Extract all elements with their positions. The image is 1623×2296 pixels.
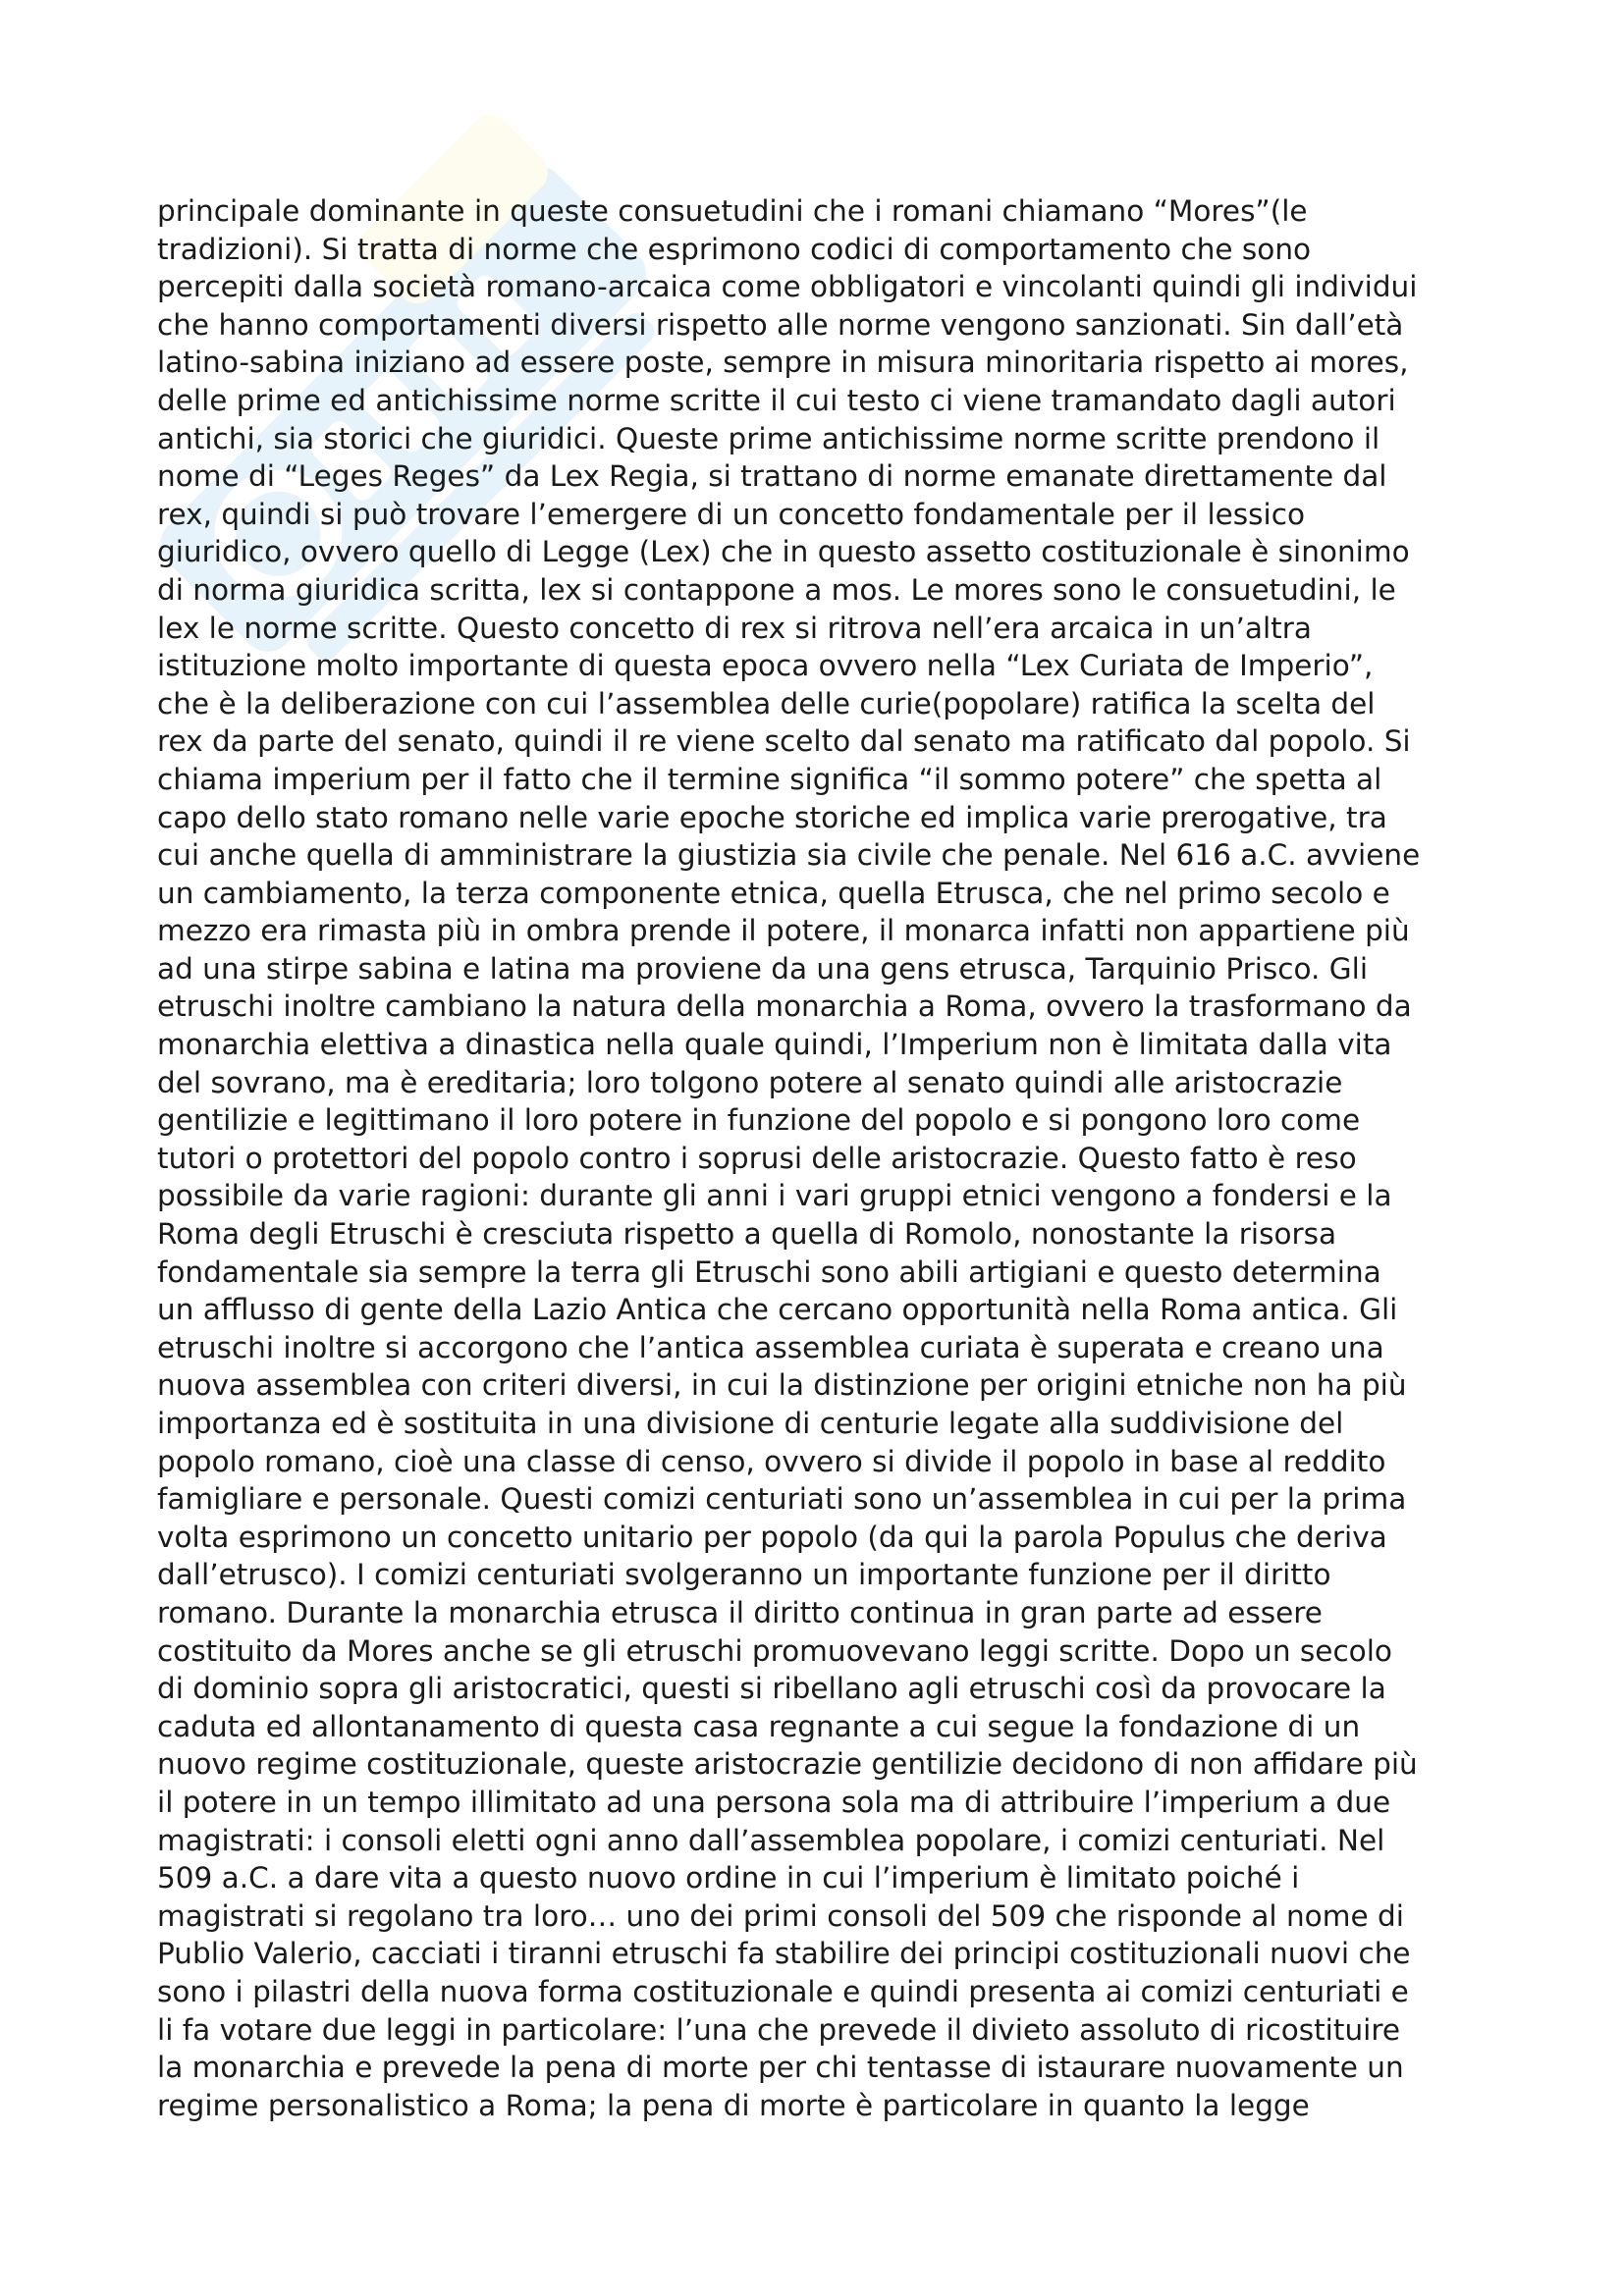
text-line: nuovo regime costituzionale, queste aristocrazie gentilizie decidono di non affidare più [157,1747,1418,1782]
text-line: monarchia elettiva a dinastica nella quale quindi, l’Imperium non è limitata dalla vita [157,1028,1392,1062]
text-line: percepiti dalla società romano-arcaica come obbligatori e vincolanti quindi gli individui [157,270,1418,304]
text-line: un cambiamento, la terza componente etnica, quella Etrusca, che nel primo secolo e [157,876,1390,910]
text-line: il potere in un tempo illimitato ad una persona sola ma di attribuire l’imperium a due [157,1785,1391,1819]
text-line: famigliare e personale. Questi comizi centuriati sono un’assemblea in cui per la prima [157,1482,1407,1517]
text-line: gentilizie e legittimano il loro potere in funzione del popolo e si pongono loro come [157,1103,1361,1138]
text-line: tradizioni). Si tratta di norme che esprimono codici di comportamento che sono [157,232,1312,266]
text-line: ad una stirpe sabina e latina ma proviene da una gens etrusca, Tarquinio Prisco. Gli [157,951,1369,986]
body-text [157,192,1473,2124]
text-line: capo dello stato romano nelle varie epoche storiche ed implica varie prerogative, tra [157,800,1387,834]
text-line: antichi, sia storici che giuridici. Queste prime antichissime norme scritte prendono il [157,421,1380,455]
text-line: dall’etrusco). I comizi centuriati svolgeranno un importante funzione per il diritto [157,1558,1331,1592]
text-line: Roma degli Etruschi è cresciuta rispetto a quella di Romolo, nonostante la risorsa [157,1217,1337,1252]
text-line: volta esprimono un concetto unitario per popolo (da qui la parola Populus che deriva [157,1520,1387,1554]
text-line: possibile da varie ragioni: durante gli anni i vari gruppi etnici vengono a fondersi e la [157,1179,1392,1213]
text-line: principale dominante in queste consuetudini che i romani chiamano “Mores”(le [157,194,1308,228]
text-line: etruschi inoltre si accorgono che l’antica assemblea curiata è superata e creano una [157,1330,1384,1364]
text-line: latino-sabina iniziano ad essere poste, sempre in misura minoritaria rispetto ai mores, [157,346,1409,380]
text-line: cui anche quella di amministrare la giustizia sia civile che penale. Nel 616 a.C. avviene [157,838,1421,873]
text-line: costituito da Mores anche se gli etruschi promuovevano leggi scritte. Dopo un secolo [157,1633,1392,1668]
text-line: di norma giuridica scritta, lex si contappone a mos. Le mores sono le consuetudini, le [157,572,1396,607]
text-line: un afflusso di gente della Lazio Antica che cercano opportunità nella Roma antica. Gli [157,1293,1398,1327]
text-line: del sovrano, ma è ereditaria; loro tolgono potere al senato quindi alle aristocrazie [157,1065,1343,1099]
text-line: tutori o protettori del popolo contro i soprusi delle aristocrazie. Questo fatto è reso [157,1141,1357,1175]
text-line: rex da parte del senato, quindi il re viene scelto dal senato ma ratificato dal popolo. Si [157,724,1411,759]
text-line: Publio Valerio, cacciati i tiranni etruschi fa stabilire dei principi costituzionali nuovi che [157,1937,1411,1971]
text-line: giuridico, ovvero quello di Legge (Lex) che in questo assetto costituzionale è sinonimo [157,535,1410,569]
text-line: importanza ed è sostituita in una divisione di centurie legate alla suddivisione del [157,1407,1344,1440]
text-line: magistrati si regolano tra loro… uno dei primi consoli del 509 che risponde al nome di [157,1898,1404,1933]
text-line: che è la deliberazione con cui l’assemblea delle curie(popolare) ratifica la scelta del [157,686,1376,721]
text-line: 509 a.C. a dare vita a questo nuovo ordine in cui l’imperium è limitato poiché i [157,1861,1300,1896]
text-line: che hanno comportamenti diversi rispetto alle norme vengono sanzionati. Sin dall’età [157,307,1404,342]
text-line: mezzo era rimasta più in ombra prende il potere, il monarca infatti non appartiene più [157,914,1410,948]
text-line: etruschi inoltre cambiano la natura della monarchia a Roma, ovvero la trasformano da [157,989,1412,1024]
text-line: regime personalistico a Roma; la pena di morte è particolare in quanto la legge [157,2088,1310,2122]
text-line: fondamentale sia sempre la terra gli Etruschi sono abili artigiani e questo determina [157,1255,1381,1289]
text-line: nuova assemblea con criteri diversi, in cui la distinzione per origini etniche non ha più [157,1368,1407,1403]
text-line: delle prime ed antichissime norme scritte il cui testo ci viene tramandato dagli autori [157,383,1396,417]
text-line: lex le norme scritte. Questo concetto di rex si ritrova nell’era arcaica in un’altra [157,611,1312,645]
text-line: caduta ed allontanamento di questa casa regnante a cui segue la fondazione di un [157,1709,1361,1743]
text-line: di dominio sopra gli aristocratici, questi si ribellano agli etruschi così da provocare la [157,1672,1386,1706]
text-line: istituzione molto importante di questa epoca ovvero nella “Lex Curiata de Imperio”, [157,649,1374,683]
text-line: sono i pilastri della nuova forma costituzionale e quindi presenta ai comizi centuriati e [157,1974,1409,2008]
text-line: popolo romano, cioè una classe di censo, ovvero si divide il popolo in base al reddito [157,1444,1386,1478]
text-line: nome di “Leges Reges” da Lex Regia, si trattano di norme emanate direttamente dal [157,459,1387,494]
text-line: la monarchia e prevede la pena di morte per chi tentasse di istaurare nuovamente un [157,2051,1404,2085]
text-line: magistrati: i consoli eletti ogni anno dall’assemblea popolare, i comizi centuriati. Nel [157,1823,1385,1857]
text-line: li fa votare due leggi in particolare: l’una che prevede il divieto assoluto di ricostituire [157,2012,1400,2047]
text-line: rex, quindi si può trovare l’emergere di un concetto fondamentale per il lessico [157,497,1306,531]
text-line: chiama imperium per il fatto che il termine significa “il sommo potere” che spetta al [157,762,1382,796]
text-line: romano. Durante la monarchia etrusca il diritto continua in gran parte ad essere [157,1595,1323,1629]
